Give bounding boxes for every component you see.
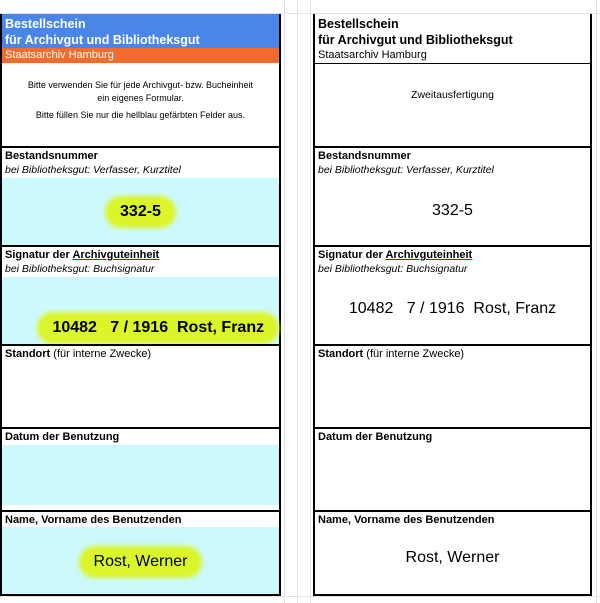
name-section — [2, 510, 279, 596]
standort-section — [2, 344, 279, 428]
standort-section — [315, 344, 590, 428]
name-value: Rost, Werner — [82, 549, 200, 575]
signatur-label: Signatur der Archivguteinheit — [5, 249, 160, 261]
form-header — [315, 14, 590, 50]
datum-label: Datum der Benutzung — [318, 431, 433, 443]
signatur-field[interactable] — [2, 277, 279, 345]
signatur-section — [2, 245, 279, 345]
form-title: Bestellschein — [318, 17, 399, 31]
instruction-line: Bitte verwenden Sie für jede Archivgut- bzw. Bucheinheit — [27, 80, 254, 90]
signatur-value: 10482 7 / 1916 Rost, Franz — [348, 300, 557, 317]
name-field[interactable] — [2, 527, 279, 596]
bestandsnummer-value: 332-5 — [432, 202, 473, 219]
instruction-line: ein eigenes Formular. — [97, 93, 184, 103]
bestandsnummer-label: Bestandsnummer — [5, 150, 98, 162]
copy-note: Zweitausfertigung — [411, 89, 494, 101]
form-bottom-border — [315, 594, 590, 596]
form-subtitle: für Archivgut und Bibliotheksgut — [318, 33, 513, 47]
datum-field[interactable] — [2, 445, 279, 505]
signatur-hint: bei Bibliotheksgut: Buchsignatur — [5, 263, 155, 275]
instruction-line: Bitte füllen Sie nur die hellblau gefärbten Felder aus. — [35, 110, 246, 120]
standort-label: Standort (für interne Zwecke) — [318, 348, 465, 360]
archive-name: Staatsarchiv Hamburg — [315, 48, 590, 64]
bestandsnummer-field[interactable] — [2, 178, 279, 246]
signatur-label: Signatur der Archivguteinheit — [318, 249, 473, 261]
form-bottom-border — [2, 594, 279, 596]
bestandsnummer-hint: bei Bibliotheksgut: Verfasser, Kurztitel — [318, 164, 494, 176]
bestandsnummer-label: Bestandsnummer — [318, 150, 411, 162]
name-value: Rost, Werner — [405, 549, 500, 566]
signatur-hint: bei Bibliotheksgut: Buchsignatur — [318, 263, 468, 275]
form-header — [2, 14, 279, 50]
instructions-block — [2, 63, 279, 147]
archive-name: Staatsarchiv Hamburg — [2, 48, 279, 63]
order-form-copy — [313, 14, 592, 596]
datum-section — [2, 427, 279, 511]
bestandsnummer-hint: bei Bibliotheksgut: Verfasser, Kurztitel — [5, 164, 181, 176]
bestandsnummer-section — [315, 146, 590, 246]
copy-note-block — [315, 64, 590, 147]
bestandsnummer-section — [2, 146, 279, 246]
datum-section — [315, 427, 590, 511]
form-subtitle: für Archivgut und Bibliotheksgut — [5, 33, 200, 47]
standort-label: Standort (für interne Zwecke) — [5, 348, 152, 360]
name-label: Name, Vorname des Benutzenden — [318, 514, 495, 526]
signatur-value: 10482 7 / 1916 Rost, Franz — [40, 315, 276, 341]
signatur-section — [315, 245, 590, 345]
name-section — [315, 510, 590, 596]
bestandsnummer-value: 332-5 — [108, 199, 173, 225]
form-title: Bestellschein — [5, 17, 86, 31]
name-label: Name, Vorname des Benutzenden — [5, 514, 182, 526]
order-form-original — [0, 14, 281, 596]
datum-label: Datum der Benutzung — [5, 431, 120, 443]
